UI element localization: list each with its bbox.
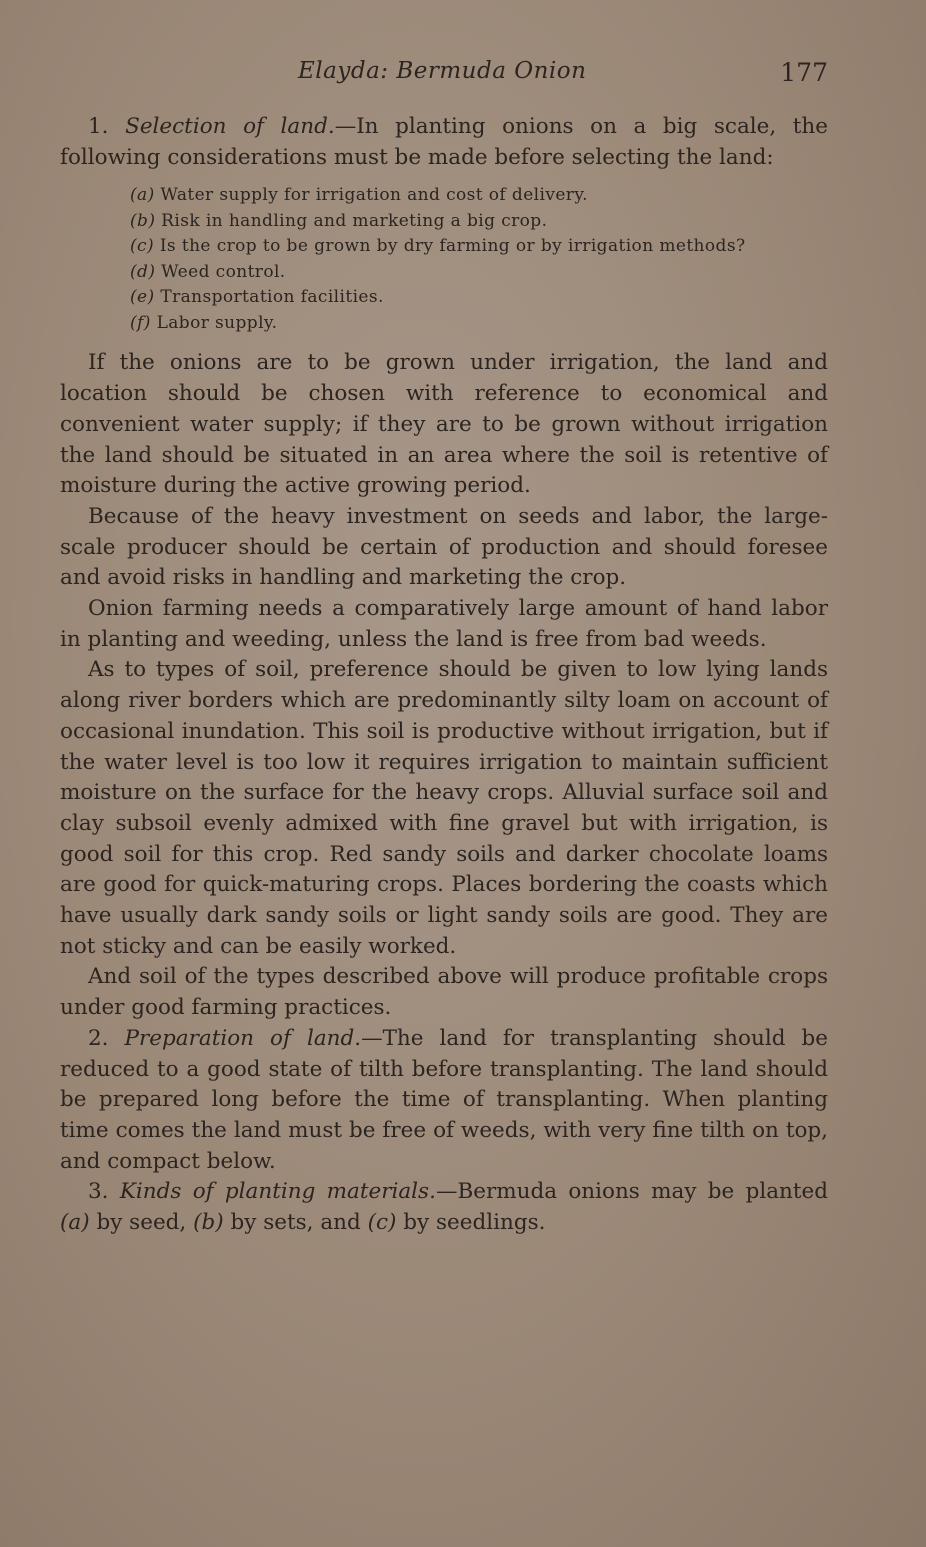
list-marker: (b) [130,210,156,231]
body-text [60,112,828,1239]
list-item [130,311,828,337]
list-marker: (c) [130,236,154,257]
section-3-text: by seed, [89,1210,194,1236]
list-marker: (f) [130,312,151,333]
section-2-number: 2. [88,1025,109,1051]
section-3-text: by seedlings. [396,1210,546,1236]
list-marker: (e) [130,287,155,308]
list-marker: (d) [130,261,156,282]
section-3-text: —Bermuda onions may be planted [435,1179,829,1205]
list-item-text: Risk in handling and marketing a big crop. [161,210,548,231]
section-3 [60,1177,828,1238]
section-2-title: Preparation of land. [124,1025,362,1051]
section-3-title: Kinds of planting materials. [119,1179,436,1205]
page-number: 177 [780,58,828,87]
section-1-intro [60,112,828,173]
inline-marker: (b) [193,1210,224,1236]
list-item [130,285,828,311]
running-head: Elayda: Bermuda Onion [298,58,587,84]
paragraph: Because of the heavy investment on seeds and labor, the large-scale producer should be certain of production and should foresee and avoid risks in handling and marketing the crop. [60,503,828,591]
paragraph: As to types of soil, preference should be given to low lying lands along river borders which are predominantly silty loam on account of occasional inundation. This soil is productive without irrigation, but if the water level is too low it requires irrigation to maintain sufficient moisture on the surface for the heavy crops. Alluvial surface soil and clay subsoil evenly admixed with fine gravel but with irrigation, is good soil for this crop. Red sandy soils and darker chocolate loams are good for quick-maturing crops. Places bordering the coasts which have usually dark sandy soils or light sandy soils are good. They are not sticky and can be easily worked. [60,657,828,959]
paragraph: If the onions are to be grown under irrigation, the land and location should be chosen with reference to economical and convenient water supply; if they are to be grown without irrigation the land should be situated in an area where the soil is retentive of moisture during the active growing period. [60,350,828,499]
list-item [130,234,828,260]
section-1-number: 1. [88,114,109,139]
list-item-text: Is the crop to be grown by dry farming or by irrigation methods? [159,236,746,257]
list-item [130,183,828,209]
list-item-text: Transportation facilities. [160,287,384,308]
list-item [130,209,828,235]
section-1-intro-text: —In planting onions on a big scale, the following considerations must be made before selecting the land: [60,114,828,170]
paragraph: Onion farming needs a comparatively large amount of hand labor in planting and weeding, unless the land is free from bad weeds. [60,596,828,652]
paragraph: And soil of the types described above will produce profitable crops under good farming practices. [60,964,828,1021]
list-item [130,260,828,286]
list-item-text: Water supply for irrigation and cost of delivery. [160,185,588,206]
page-header [60,56,828,96]
section-3-text: by sets, and [223,1210,368,1236]
inline-marker: (c) [367,1210,397,1236]
considerations-list [130,183,828,336]
list-item-text: Labor supply. [156,312,278,333]
inline-marker: (a) [60,1210,90,1236]
list-item-text: Weed control. [161,261,286,282]
section-2 [60,1024,828,1178]
list-marker: (a) [130,185,155,206]
section-2-text: —The land for transplanting should be reduced to a good state of tilth before transplanting. The land should be prepared long before the time of transplanting. When planting time comes the land must be free of weeds, with very fine tilth on top, and compact below. [60,1025,828,1174]
section-3-number: 3. [88,1179,109,1205]
section-1-title: Selection of land. [125,114,335,139]
